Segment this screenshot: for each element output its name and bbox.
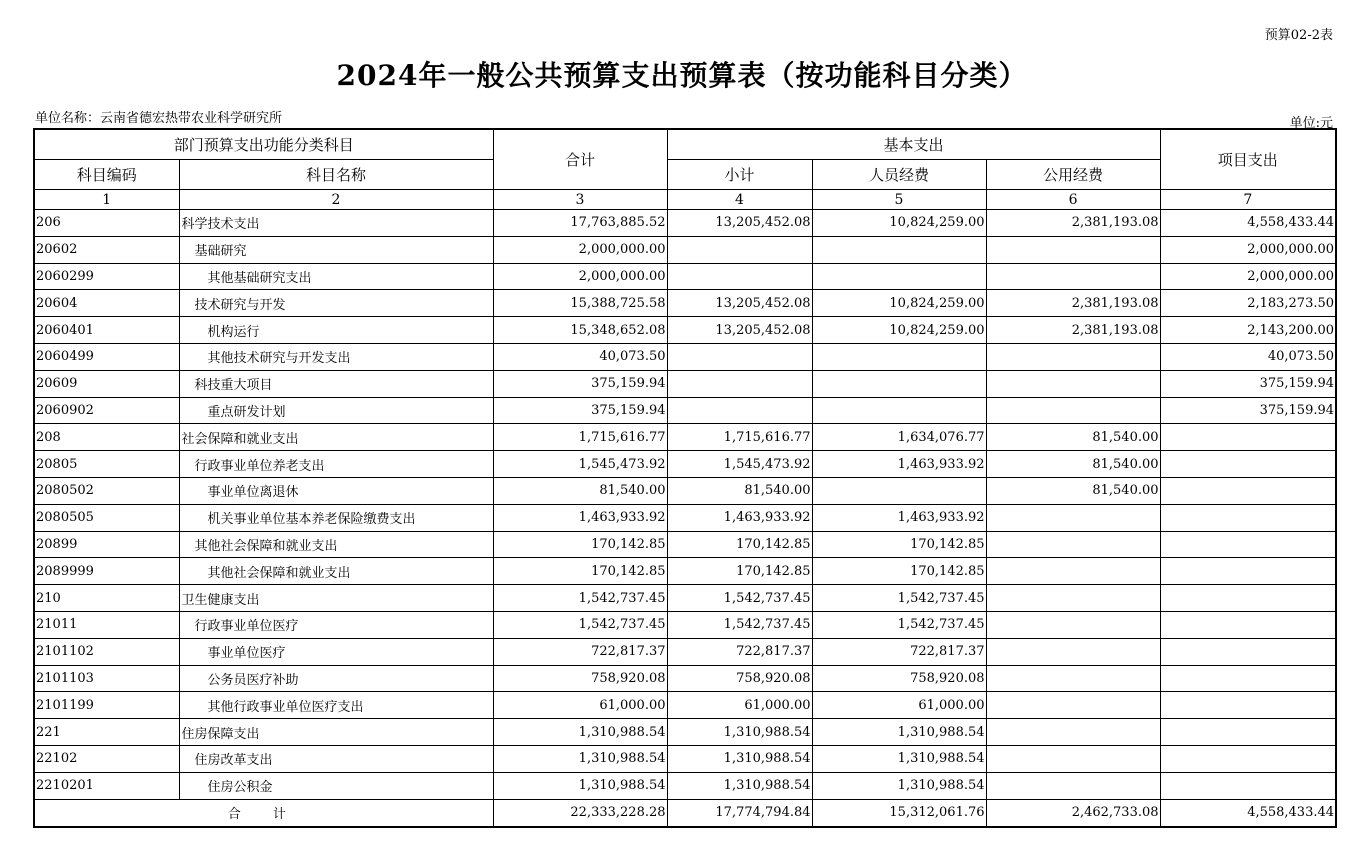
row-public: [986, 692, 1160, 719]
row-code: 2101102: [34, 638, 179, 665]
row-personnel: 1,542,737.45: [812, 611, 986, 638]
row-name: 事业单位离退休: [179, 477, 493, 504]
header-public: 公用经费: [986, 160, 1160, 190]
table-row: [34, 665, 1336, 692]
row-total: 170,142.85: [493, 558, 667, 585]
row-code: 20602: [34, 236, 179, 263]
row-subtotal: 758,920.08: [667, 665, 812, 692]
row-name: 其他基础研究支出: [179, 263, 493, 290]
row-personnel: 170,142.85: [812, 558, 986, 585]
col-number: 3: [493, 190, 667, 210]
total-personnel: 15,312,061.76: [812, 799, 986, 827]
row-public: [986, 370, 1160, 397]
table-row: [34, 343, 1336, 370]
row-public: 2,381,193.08: [986, 317, 1160, 344]
row-personnel: 1,463,933.92: [812, 504, 986, 531]
total-label: 合 计: [34, 799, 493, 827]
row-total: 758,920.08: [493, 665, 667, 692]
col-number: 7: [1160, 190, 1336, 210]
table-row: [34, 638, 1336, 665]
header-subtotal: 小计: [667, 160, 812, 190]
row-code: 2060401: [34, 317, 179, 344]
row-personnel: [812, 263, 986, 290]
row-subtotal: [667, 236, 812, 263]
row-code: 21011: [34, 611, 179, 638]
row-code: 20805: [34, 451, 179, 478]
row-project: [1160, 504, 1336, 531]
row-project: 2,143,200.00: [1160, 317, 1336, 344]
row-total: 170,142.85: [493, 531, 667, 558]
col-number: 6: [986, 190, 1160, 210]
table-row: [34, 370, 1336, 397]
row-name: 其他行政事业单位医疗支出: [179, 692, 493, 719]
row-public: [986, 745, 1160, 772]
row-personnel: 10,824,259.00: [812, 210, 986, 237]
row-subtotal: 722,817.37: [667, 638, 812, 665]
row-total: 1,463,933.92: [493, 504, 667, 531]
table-row: [34, 263, 1336, 290]
row-code: 2060299: [34, 263, 179, 290]
row-public: [986, 236, 1160, 263]
budget-table: [33, 128, 1337, 828]
row-code: 208: [34, 424, 179, 451]
row-subtotal: 13,205,452.08: [667, 290, 812, 317]
row-personnel: 1,310,988.54: [812, 745, 986, 772]
table-row: [34, 424, 1336, 451]
row-public: 81,540.00: [986, 477, 1160, 504]
table-row: [34, 397, 1336, 424]
row-project: [1160, 772, 1336, 799]
row-name: 其他技术研究与开发支出: [179, 343, 493, 370]
form-number: 预算02-2表: [1264, 28, 1333, 43]
row-code: 221: [34, 719, 179, 746]
page-title: 2024年一般公共预算支出预算表（按功能科目分类）: [336, 59, 1028, 92]
row-code: 206: [34, 210, 179, 237]
row-personnel: [812, 343, 986, 370]
row-total: 15,348,652.08: [493, 317, 667, 344]
row-name: 重点研发计划: [179, 397, 493, 424]
row-subtotal: 1,545,473.92: [667, 451, 812, 478]
row-project: 375,159.94: [1160, 397, 1336, 424]
row-code: 2080505: [34, 504, 179, 531]
row-code: 2101199: [34, 692, 179, 719]
row-public: [986, 531, 1160, 558]
row-public: [986, 504, 1160, 531]
row-project: [1160, 745, 1336, 772]
row-name: 行政事业单位医疗: [179, 611, 493, 638]
row-personnel: 1,310,988.54: [812, 719, 986, 746]
row-code: 2060499: [34, 343, 179, 370]
table-row: [34, 210, 1336, 237]
table-row: [34, 585, 1336, 612]
row-project: [1160, 451, 1336, 478]
row-public: [986, 397, 1160, 424]
row-subtotal: 1,542,737.45: [667, 611, 812, 638]
row-project: [1160, 585, 1336, 612]
row-code: 2089999: [34, 558, 179, 585]
row-project: [1160, 692, 1336, 719]
row-total: 1,310,988.54: [493, 745, 667, 772]
row-total: 17,763,885.52: [493, 210, 667, 237]
row-total: 1,545,473.92: [493, 451, 667, 478]
row-project: 40,073.50: [1160, 343, 1336, 370]
row-total: 1,310,988.54: [493, 772, 667, 799]
row-project: [1160, 558, 1336, 585]
row-public: 81,540.00: [986, 451, 1160, 478]
row-code: 22102: [34, 745, 179, 772]
row-name: 其他社会保障和就业支出: [179, 558, 493, 585]
row-subtotal: 13,205,452.08: [667, 317, 812, 344]
row-total: 2,000,000.00: [493, 263, 667, 290]
row-subtotal: [667, 397, 812, 424]
row-public: 2,381,193.08: [986, 210, 1160, 237]
row-subtotal: [667, 263, 812, 290]
row-code: 2060902: [34, 397, 179, 424]
row-public: [986, 343, 1160, 370]
row-personnel: 61,000.00: [812, 692, 986, 719]
row-subtotal: 170,142.85: [667, 531, 812, 558]
row-name: 事业单位医疗: [179, 638, 493, 665]
row-name: 机构运行: [179, 317, 493, 344]
total-subtotal: 17,774,794.84: [667, 799, 812, 827]
row-public: [986, 611, 1160, 638]
header-total: 合计: [493, 129, 667, 190]
row-project: [1160, 477, 1336, 504]
row-total: 1,715,616.77: [493, 424, 667, 451]
row-personnel: 10,824,259.00: [812, 317, 986, 344]
row-project: [1160, 531, 1336, 558]
header-category: 部门预算支出功能分类科目: [34, 129, 493, 160]
row-project: [1160, 611, 1336, 638]
row-name: 行政事业单位养老支出: [179, 451, 493, 478]
row-code: 2210201: [34, 772, 179, 799]
row-total: 1,542,737.45: [493, 611, 667, 638]
row-code: 2080502: [34, 477, 179, 504]
row-personnel: [812, 236, 986, 263]
row-code: 20609: [34, 370, 179, 397]
row-name: 机关事业单位基本养老保险缴费支出: [179, 504, 493, 531]
row-code: 2101103: [34, 665, 179, 692]
row-total: 15,388,725.58: [493, 290, 667, 317]
row-name: 其他社会保障和就业支出: [179, 531, 493, 558]
row-total: 81,540.00: [493, 477, 667, 504]
col-number: 4: [667, 190, 812, 210]
row-total: 1,310,988.54: [493, 719, 667, 746]
row-subtotal: 1,310,988.54: [667, 745, 812, 772]
row-public: [986, 772, 1160, 799]
row-personnel: [812, 477, 986, 504]
row-name: 基础研究: [179, 236, 493, 263]
row-public: [986, 665, 1160, 692]
row-subtotal: 170,142.85: [667, 558, 812, 585]
row-subtotal: [667, 370, 812, 397]
row-total: 2,000,000.00: [493, 236, 667, 263]
unit-name: 单位名称：云南省德宏热带农业科学研究所: [35, 111, 283, 126]
row-personnel: 1,310,988.54: [812, 772, 986, 799]
row-personnel: 722,817.37: [812, 638, 986, 665]
unit-label: 单位:元: [1289, 116, 1333, 131]
row-project: 2,000,000.00: [1160, 263, 1336, 290]
table-row: [34, 719, 1336, 746]
row-personnel: 10,824,259.00: [812, 290, 986, 317]
table-row: [34, 451, 1336, 478]
row-public: [986, 638, 1160, 665]
total-row: [34, 799, 1336, 827]
table-row: [34, 558, 1336, 585]
total-amount: 22,333,228.28: [493, 799, 667, 827]
table-row: [34, 745, 1336, 772]
row-personnel: 170,142.85: [812, 531, 986, 558]
header-code: 科目编码: [34, 160, 179, 190]
row-total: 375,159.94: [493, 397, 667, 424]
row-subtotal: 1,310,988.54: [667, 772, 812, 799]
row-public: 81,540.00: [986, 424, 1160, 451]
row-project: 2,183,273.50: [1160, 290, 1336, 317]
col-number: 1: [34, 190, 179, 210]
row-project: [1160, 638, 1336, 665]
table-row: [34, 477, 1336, 504]
table-row: [34, 692, 1336, 719]
row-subtotal: 13,205,452.08: [667, 210, 812, 237]
row-name: 科学技术支出: [179, 210, 493, 237]
row-total: 40,073.50: [493, 343, 667, 370]
row-project: 375,159.94: [1160, 370, 1336, 397]
row-subtotal: [667, 343, 812, 370]
row-name: 住房改革支出: [179, 745, 493, 772]
row-public: [986, 263, 1160, 290]
row-personnel: [812, 397, 986, 424]
header-name: 科目名称: [179, 160, 493, 190]
row-project: [1160, 665, 1336, 692]
total-project: 4,558,433.44: [1160, 799, 1336, 827]
row-total: 722,817.37: [493, 638, 667, 665]
row-name: 社会保障和就业支出: [179, 424, 493, 451]
table-row: [34, 317, 1336, 344]
row-subtotal: 1,310,988.54: [667, 719, 812, 746]
row-name: 卫生健康支出: [179, 585, 493, 612]
row-subtotal: 81,540.00: [667, 477, 812, 504]
row-public: 2,381,193.08: [986, 290, 1160, 317]
row-personnel: 758,920.08: [812, 665, 986, 692]
row-personnel: [812, 370, 986, 397]
row-total: 61,000.00: [493, 692, 667, 719]
row-name: 技术研究与开发: [179, 290, 493, 317]
row-name: 住房公积金: [179, 772, 493, 799]
row-code: 210: [34, 585, 179, 612]
row-subtotal: 61,000.00: [667, 692, 812, 719]
row-project: [1160, 424, 1336, 451]
row-name: 住房保障支出: [179, 719, 493, 746]
header-project: 项目支出: [1160, 129, 1336, 190]
row-name: 公务员医疗补助: [179, 665, 493, 692]
row-public: [986, 585, 1160, 612]
row-personnel: 1,634,076.77: [812, 424, 986, 451]
row-personnel: 1,542,737.45: [812, 585, 986, 612]
col-number: 2: [179, 190, 493, 210]
row-public: [986, 719, 1160, 746]
row-code: 20604: [34, 290, 179, 317]
table-row: [34, 290, 1336, 317]
row-subtotal: 1,542,737.45: [667, 585, 812, 612]
col-number: 5: [812, 190, 986, 210]
row-project: 2,000,000.00: [1160, 236, 1336, 263]
total-public: 2,462,733.08: [986, 799, 1160, 827]
row-total: 1,542,737.45: [493, 585, 667, 612]
row-code: 20899: [34, 531, 179, 558]
table-row: [34, 236, 1336, 263]
row-subtotal: 1,463,933.92: [667, 504, 812, 531]
header-basic: 基本支出: [667, 129, 1160, 160]
table-row: [34, 611, 1336, 638]
row-subtotal: 1,715,616.77: [667, 424, 812, 451]
row-public: [986, 558, 1160, 585]
row-personnel: 1,463,933.92: [812, 451, 986, 478]
row-project: 4,558,433.44: [1160, 210, 1336, 237]
row-name: 科技重大项目: [179, 370, 493, 397]
row-project: [1160, 719, 1336, 746]
table-row: [34, 531, 1336, 558]
row-total: 375,159.94: [493, 370, 667, 397]
table-row: [34, 772, 1336, 799]
header-personnel: 人员经费: [812, 160, 986, 190]
table-row: [34, 504, 1336, 531]
